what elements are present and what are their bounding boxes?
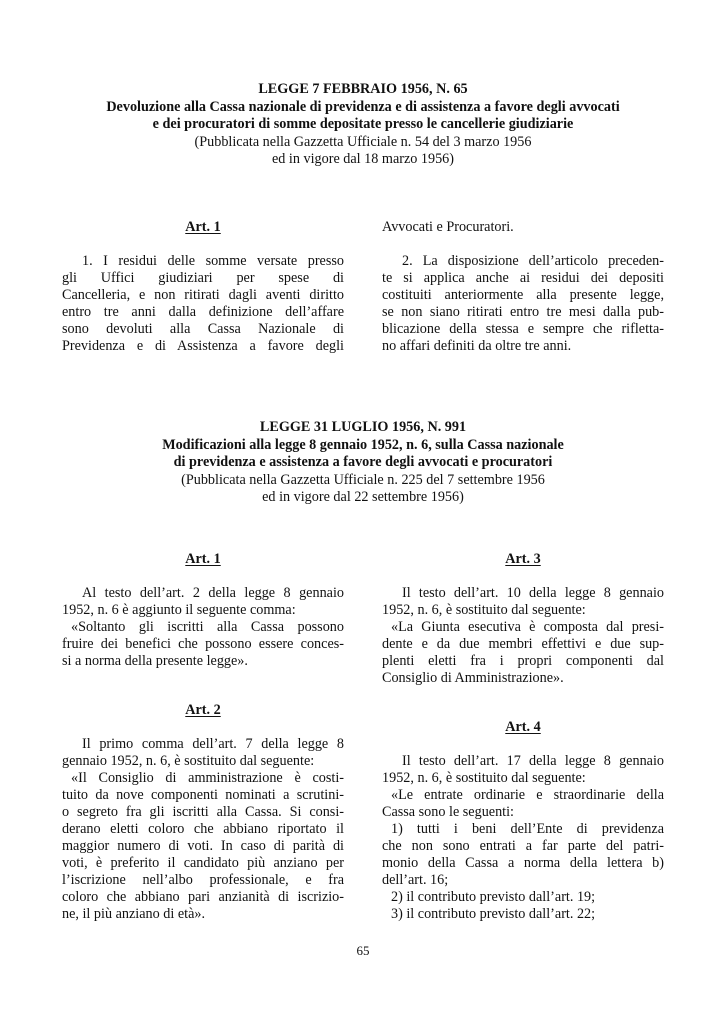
text-line: 1952, n. 6 è aggiunto il seguente comma: — [62, 602, 296, 618]
law2-art1-heading — [62, 551, 344, 568]
text-line: «Soltanto gli iscritti alla Cassa possono — [71, 619, 344, 635]
text-line: dell’art. 16; — [382, 872, 449, 888]
law1-art1-right-column — [382, 219, 664, 355]
text-line: 2) il contributo previsto dall’art. 19; — [391, 889, 596, 905]
text-line: Previdenza e di Assistenza a favore degli — [62, 338, 344, 354]
text-line: 1952, n. 6, è sostituito dal seguente: — [382, 602, 586, 618]
text-line: dente e da due membri effettivi e due sup- — [382, 636, 664, 652]
text-line: gennaio 1952, n. 6, è sostituito dal seguente: — [62, 753, 315, 769]
text-line: fruire dei benefici che possono essere conces- — [62, 636, 344, 652]
text-line: 1. I residui delle somme versate presso — [82, 253, 344, 269]
text-line: 2. La disposizione dell’articolo preceden- — [402, 253, 664, 269]
law2-publication-line: ed in vigore dal 22 settembre 1956) — [262, 489, 464, 505]
text-line: o segreto fra gli iscritti alla Cassa. Si consi- — [62, 804, 344, 820]
spacer — [382, 236, 664, 253]
text-line: monio della Cassa a norma della lettera b) — [382, 855, 664, 871]
law1-title: LEGGE 7 FEBBRAIO 1956, N. 65 — [258, 81, 468, 97]
law2-art2-heading-text: Art. 2 — [185, 702, 221, 718]
law2-subject-line: di previdenza e assistenza a favore degli avvocati e procuratori — [173, 454, 553, 470]
law2-art3-body — [382, 585, 664, 687]
text-line: Il testo dell’art. 10 della legge 8 gennaio — [402, 585, 664, 601]
law2-header — [60, 419, 666, 507]
text-line: blicazione della stessa e sempre che rifletta- — [382, 321, 664, 337]
text-line: derano eletti coloro che abbiano riportato il — [62, 821, 344, 837]
text-line: costituiti anteriormente alla presente legge, — [382, 287, 664, 303]
text-line: ne, il più anziano di età». — [62, 906, 206, 922]
law2-art4-heading-text: Art. 4 — [505, 719, 541, 735]
law2-art2-heading — [62, 702, 344, 719]
law2-art3-heading-text: Art. 3 — [505, 551, 541, 567]
text-line: Il testo dell’art. 17 della legge 8 gennaio — [402, 753, 664, 769]
law1-art1-heading-text: Art. 1 — [185, 219, 221, 235]
text-line: Avvocati e Procuratori. — [382, 219, 514, 235]
law2-publication-line: (Pubblicata nella Gazzetta Ufficiale n. 225 del 7 settembre 1956 — [181, 471, 545, 488]
law1-art1-heading — [62, 219, 344, 236]
text-line: voti, è preferito il candidato più anziano per — [62, 855, 344, 871]
text-line: «Le entrate ordinarie e straordinarie della — [391, 787, 664, 803]
text-line: coloro che abbiano pari anzianità di iscrizio- — [62, 889, 344, 905]
text-line: gli Uffici giudiziari per spese di — [62, 270, 344, 286]
law1-art1-left-column — [62, 253, 344, 355]
text-line: si a norma della presente legge». — [62, 653, 248, 669]
text-line: maggior numero di voti. In caso di parità di — [62, 838, 344, 854]
text-line: Cassa sono le seguenti: — [382, 804, 515, 820]
text-line: Cancelleria, e non ritirati dagli aventi diritto — [62, 287, 344, 303]
text-line: te si applica anche ai residui dei depositi — [382, 270, 664, 286]
text-line: tuito da nove componenti nominati a scrutini- — [62, 787, 344, 803]
text-line: Il primo comma dell’art. 7 della legge 8 — [82, 736, 344, 752]
law2-art3-heading — [382, 551, 664, 568]
text-line: Consiglio di Amministrazione». — [382, 670, 564, 686]
text-line: plenti eletti fra i propri componenti dal — [382, 653, 664, 669]
law1-header — [60, 81, 666, 169]
text-line: «La Giunta esecutiva è composta dal presi- — [391, 619, 664, 635]
text-line: che non sono entrati a far parte del patri- — [382, 838, 664, 854]
law2-subject-line: Modificazioni alla legge 8 gennaio 1952, n. 6, sulla Cassa nazionale — [162, 436, 564, 453]
law2-art1-body — [62, 585, 344, 670]
law2-art4-body — [382, 753, 664, 923]
text-line: se non siano ritirati entro tre mesi dalla pub- — [382, 304, 664, 320]
text-line: l’iscrizione nell’albo professionale, e fra — [62, 872, 344, 888]
text-line: «Il Consiglio di amministrazione è costi- — [71, 770, 344, 786]
text-line: no affari definiti da oltre tre anni. — [382, 338, 572, 354]
text-line: Al testo dell’art. 2 della legge 8 gennaio — [82, 585, 344, 601]
page-number: 65 — [356, 943, 370, 958]
law1-publication-line: ed in vigore dal 18 marzo 1956) — [271, 151, 455, 167]
text-line: 1952, n. 6, è sostituito dal seguente: — [382, 770, 586, 786]
law2-art2-body — [62, 736, 344, 923]
law1-subject-line: e dei procuratori di somme depositate presso le cancellerie giudiziarie — [152, 116, 574, 132]
law2-art4-heading — [382, 719, 664, 736]
text-line: 3) il contributo previsto dall’art. 22; — [391, 906, 596, 922]
law2-title: LEGGE 31 LUGLIO 1956, N. 991 — [259, 419, 467, 435]
law1-publication-line: (Pubblicata nella Gazzetta Ufficiale n. 54 del 3 marzo 1956 — [194, 133, 532, 150]
text-line: 1) tutti i beni dell’Ente di previdenza — [391, 821, 664, 837]
text-line: sono devoluti alla Cassa Nazionale di — [62, 321, 344, 337]
law2-art1-heading-text: Art. 1 — [185, 551, 221, 567]
law1-subject-line: Devoluzione alla Cassa nazionale di previdenza e di assistenza a favore degli avvocati — [106, 98, 620, 115]
text-line: entro tre anni dalla definizione dell’affare — [62, 304, 344, 320]
